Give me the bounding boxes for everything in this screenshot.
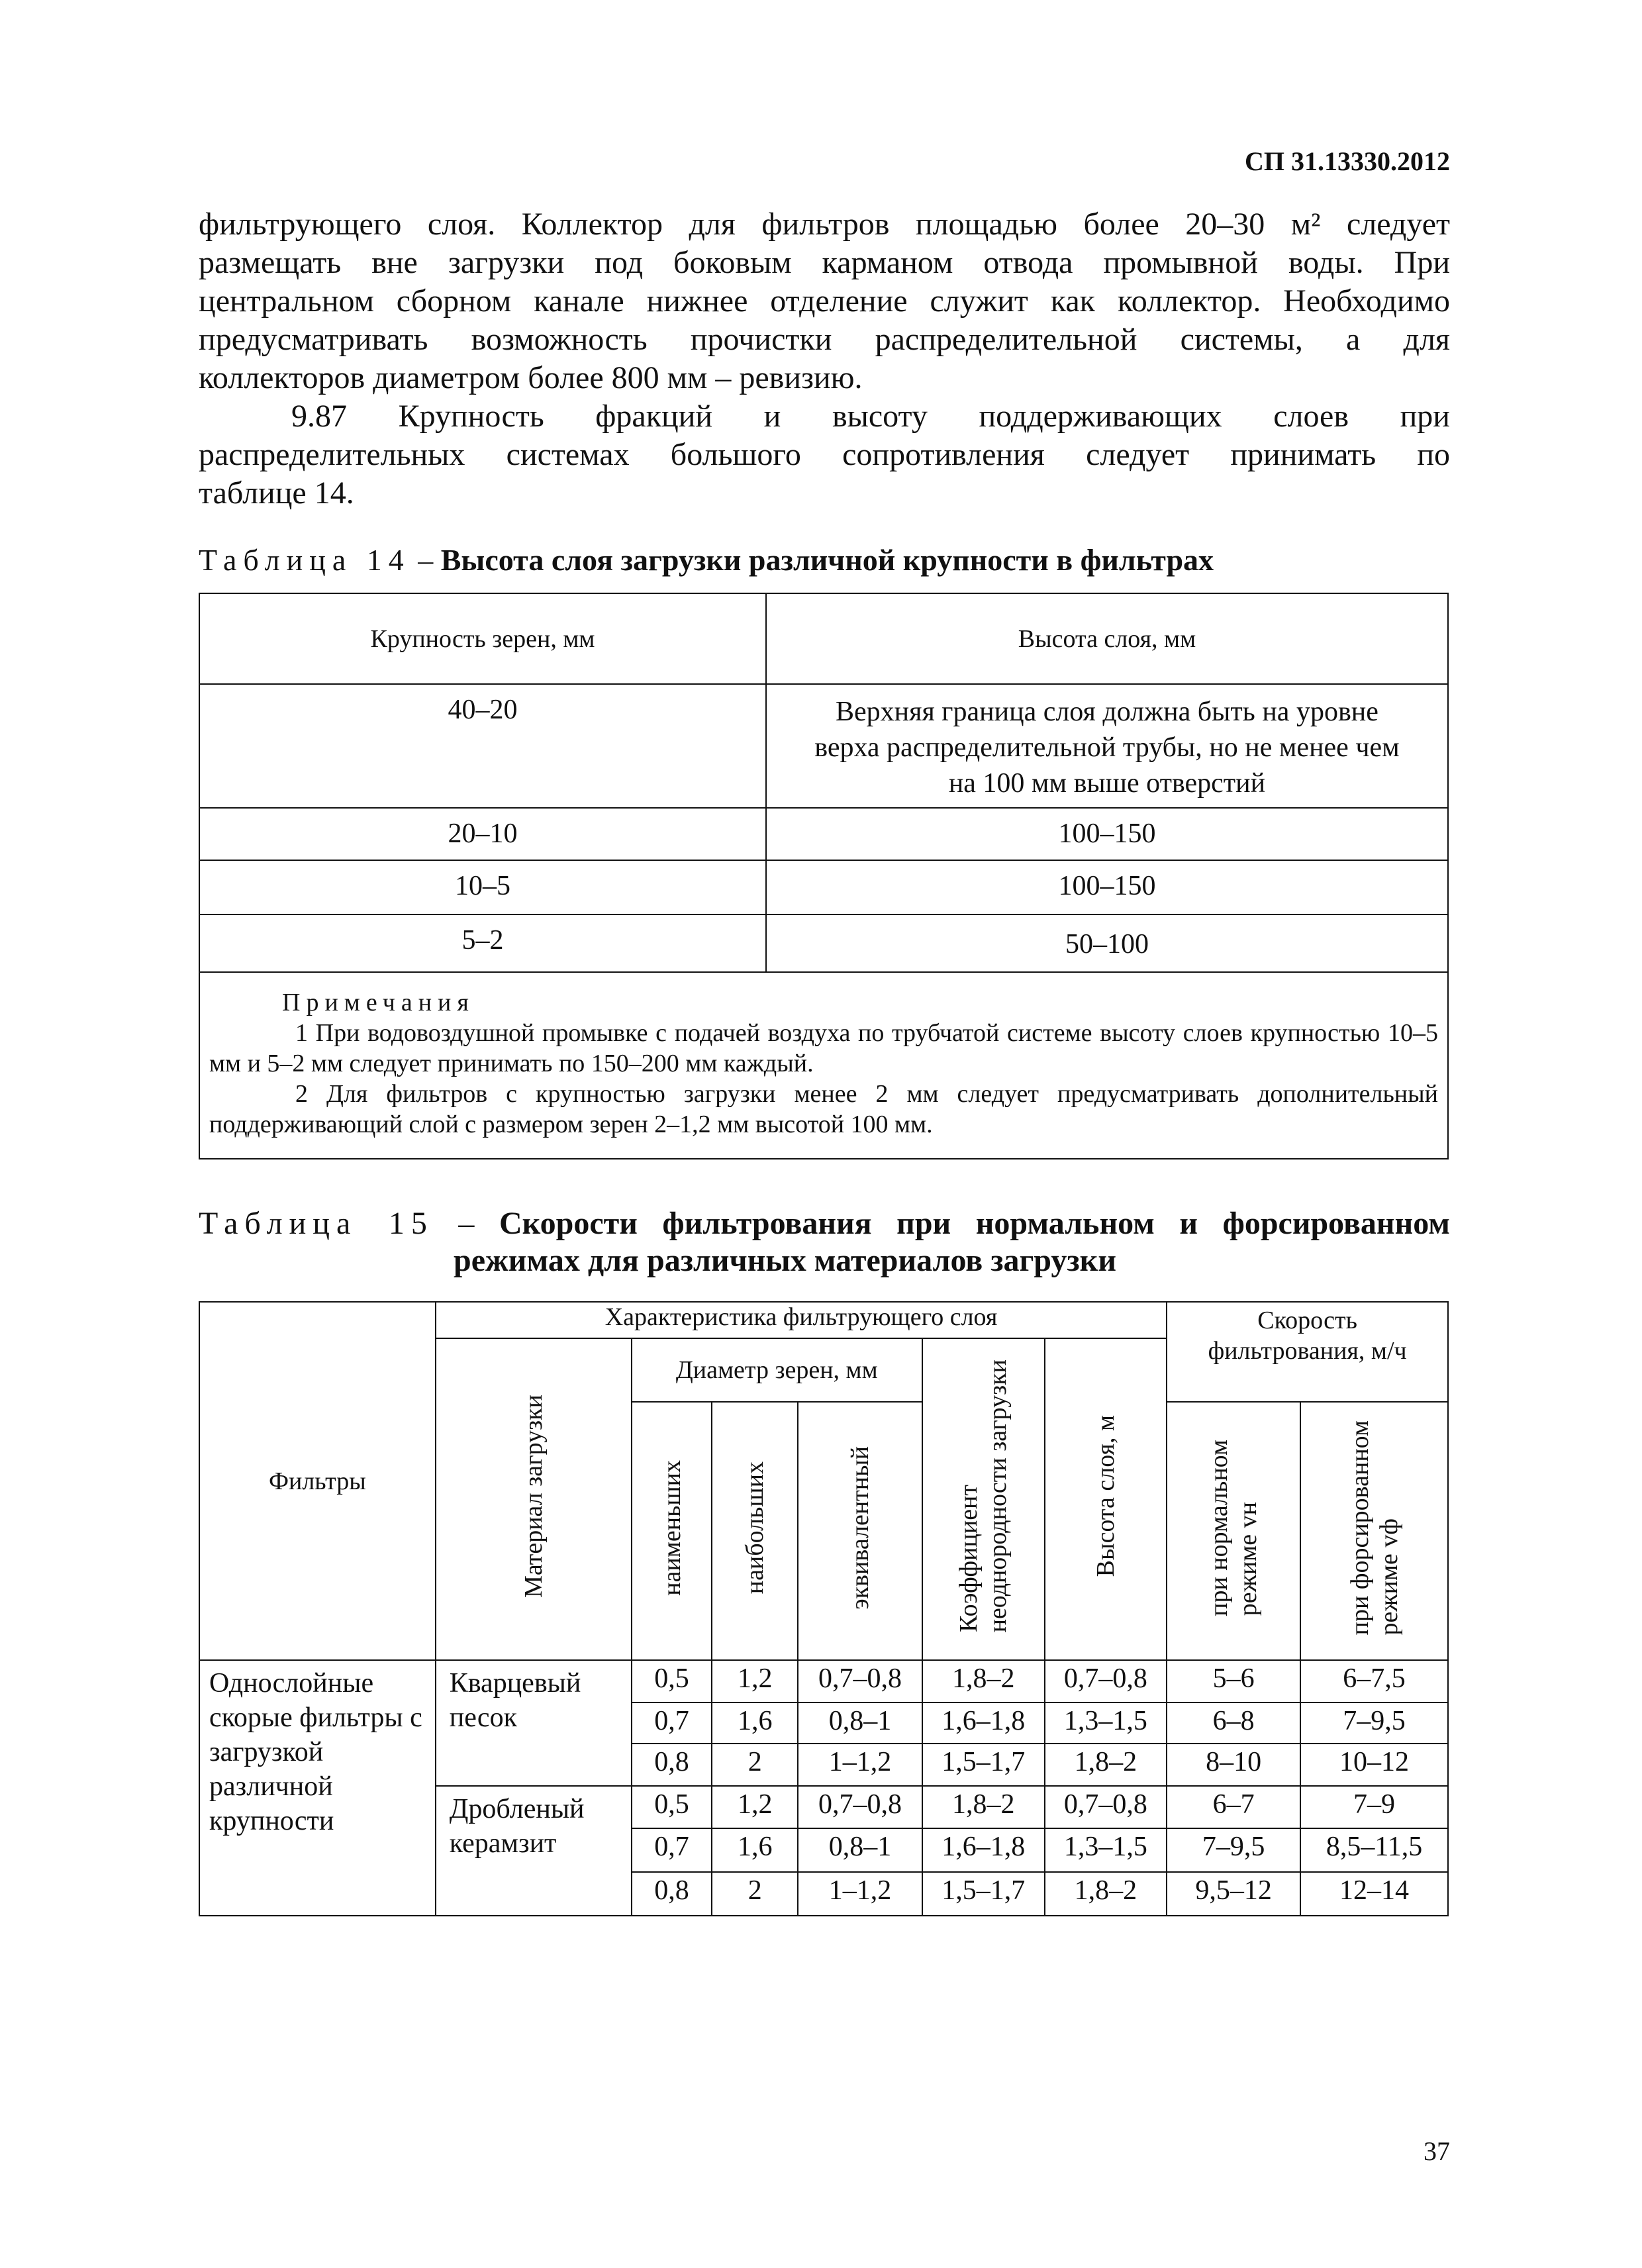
document-code: СП 31.13330.2012	[1245, 146, 1450, 176]
cell: 12–14	[1300, 1872, 1448, 1916]
header-coefficient-line2: неоднородности загрузки	[984, 1359, 1012, 1633]
caption-dash: –	[410, 543, 441, 577]
header-coefficient	[922, 1338, 1045, 1660]
table-row	[199, 1660, 1448, 1702]
header-forced-speed	[1300, 1402, 1448, 1660]
cell: 1,6	[712, 1828, 798, 1872]
paragraph-1	[199, 205, 1450, 397]
text-line: центральном сборном канале нижнее отделение служит как коллектор. Необходимо	[199, 283, 1450, 319]
cell: 1–1,2	[798, 1872, 922, 1916]
header-layer-height: Высота слоя, мм	[766, 593, 1448, 684]
cell: 0,7–0,8	[1045, 1660, 1167, 1702]
table14-notes-row	[199, 972, 1448, 1159]
header-normal-line1: при нормальном	[1205, 1439, 1233, 1616]
text-line: 9.87 Крупность фракций и высоту поддерживающих слоев при	[291, 399, 1450, 434]
table15-caption	[199, 1205, 1450, 1279]
cell: 7–9	[1300, 1786, 1448, 1828]
header-largest	[712, 1402, 798, 1660]
note-1: 1 При водовоздушной промывке с подачей воздуха по трубчатой системе высоту слоев крупностью 10–5 мм и 5–2 мм следует принимать по 150–200 мм каждый.	[209, 1019, 1438, 1077]
cell: 1,6	[712, 1702, 798, 1744]
header-material-text: Материал загрузки	[519, 1394, 548, 1598]
cell: 6–8	[1167, 1702, 1300, 1744]
cell: 1,6–1,8	[922, 1702, 1045, 1744]
cell: 0,5	[632, 1786, 712, 1828]
header-smallest-text: наименьших	[657, 1459, 686, 1596]
cell: 1,2	[712, 1786, 798, 1828]
text-line: распределительных системах большого сопротивления следует принимать по	[199, 437, 1450, 472]
cell-material: Кварцевый песок	[436, 1660, 632, 1786]
notes-title: Примечания	[282, 989, 475, 1016]
header-largest-text: наибольших	[741, 1461, 769, 1595]
cell: 0,7–0,8	[798, 1786, 922, 1828]
cell: 9,5–12	[1167, 1872, 1300, 1916]
header-layer-height	[1045, 1338, 1167, 1660]
header-normal-line2: режиме vн	[1234, 1502, 1263, 1616]
cell: 0,8–1	[798, 1828, 922, 1872]
header-filtration-speed: Скорость фильтрования, м/ч	[1167, 1302, 1448, 1402]
table15-caption-word: Таблица 15	[199, 1206, 434, 1241]
header-grain-diameter: Диаметр зерен, мм	[632, 1338, 922, 1402]
cell: 6–7,5	[1300, 1660, 1448, 1702]
text-line: фильтрующего слоя. Коллектор для фильтров площадью более 20–30 м² следует	[199, 207, 1450, 242]
cell: 2	[712, 1872, 798, 1916]
table14-caption	[199, 542, 1450, 579]
page-number: 37	[1424, 2136, 1450, 2166]
header-filters: Фильтры	[199, 1302, 436, 1660]
cell-size: 40–20	[199, 684, 766, 808]
text-line: коллекторов диаметром более 800 мм – ревизию.	[199, 360, 863, 395]
header-layer-characteristic: Характеристика фильтрующего слоя	[436, 1302, 1167, 1338]
text-line: размещать вне загрузки под боковым карманом отвода промывной воды. При	[199, 245, 1450, 280]
cell: 1,8–2	[1045, 1744, 1167, 1786]
cell: 7–9,5	[1300, 1702, 1448, 1744]
cell: 0,5	[632, 1660, 712, 1702]
table-row	[199, 684, 1448, 808]
table14-header-row	[199, 593, 1448, 684]
cell: 8,5–11,5	[1300, 1828, 1448, 1872]
cell-filter-name: Однослойные скорые фильтры с загрузкой различной крупности	[199, 1660, 436, 1916]
cell: 0,8	[632, 1872, 712, 1916]
table-row	[199, 914, 1448, 972]
header-coefficient-line1: Коэффициент	[955, 1485, 983, 1633]
header-forced-line1: при форсированном	[1345, 1420, 1374, 1636]
cell: 0,8	[632, 1744, 712, 1786]
table15-caption-line1	[199, 1205, 1450, 1242]
caption-dash: –	[433, 1206, 499, 1241]
header-equivalent-text: эквивалентный	[846, 1446, 875, 1610]
table-row	[199, 860, 1448, 914]
header-material	[436, 1338, 632, 1660]
cell: 1,3–1,5	[1045, 1702, 1167, 1744]
cell: 1,5–1,7	[922, 1744, 1045, 1786]
cell-size: 20–10	[199, 808, 766, 860]
cell: 1–1,2	[798, 1744, 922, 1786]
cell-height: 100–150	[766, 808, 1448, 860]
cell: 1,2	[712, 1660, 798, 1702]
cell: 6–7	[1167, 1786, 1300, 1828]
header-equivalent	[798, 1402, 922, 1660]
cell: 1,8–2	[1045, 1872, 1167, 1916]
header-smallest	[632, 1402, 712, 1660]
cell: 7–9,5	[1167, 1828, 1300, 1872]
table-15	[199, 1301, 1449, 1916]
cell: 0,7–0,8	[1045, 1786, 1167, 1828]
cell: 1,8–2	[922, 1786, 1045, 1828]
cell: 0,8–1	[798, 1702, 922, 1744]
cell-size: 10–5	[199, 860, 766, 914]
cell-height: 50–100	[766, 914, 1448, 972]
cell: 0,7–0,8	[798, 1660, 922, 1702]
cell: 10–12	[1300, 1744, 1448, 1786]
header-forced-line2: режиме vф	[1375, 1518, 1403, 1636]
cell: 2	[712, 1744, 798, 1786]
cell: 1,3–1,5	[1045, 1828, 1167, 1872]
paragraph-2	[199, 397, 1450, 513]
header-layer-height-text: Высота слоя, м	[1091, 1414, 1120, 1577]
table-14	[199, 593, 1449, 1159]
note-2: 2 Для фильтров с крупностью загрузки менее 2 мм следует предусматривать дополнительный поддерживающий слой с размером зерен 2–1,2 мм высотой 100 мм.	[209, 1080, 1438, 1138]
cell: 1,8–2	[922, 1660, 1045, 1702]
cell: 1,5–1,7	[922, 1872, 1045, 1916]
cell: 0,7	[632, 1702, 712, 1744]
header-grain-size: Крупность зерен, мм	[199, 593, 766, 684]
table14-notes	[199, 972, 1448, 1159]
cell-height: 100–150	[766, 860, 1448, 914]
cell-material: Дробленый керамзит	[436, 1786, 632, 1916]
text-line: предусматривать возможность прочистки распределительной системы, а для	[199, 322, 1450, 357]
text-line: таблице 14.	[199, 475, 354, 511]
cell: 1,6–1,8	[922, 1828, 1045, 1872]
cell-size: 5–2	[199, 914, 766, 972]
table-row	[199, 808, 1448, 860]
table14-caption-word: Таблица 14	[199, 543, 410, 577]
cell-height: Верхняя граница слоя должна быть на уровне верха распределительной трубы, но не менее чем на 100 мм выше отверстий	[766, 684, 1448, 808]
table14-caption-title: Высота слоя загрузки различной крупности в фильтрах	[440, 543, 1214, 577]
table15-caption-title: Скорости фильтрования при нормальном и форсированном	[499, 1206, 1451, 1241]
cell: 0,7	[632, 1828, 712, 1872]
table15-caption-line2: режимах для различных материалов загрузки	[454, 1243, 1116, 1278]
cell: 5–6	[1167, 1660, 1300, 1702]
header-normal-speed	[1167, 1402, 1300, 1660]
table15-header-row	[199, 1302, 1448, 1338]
cell: 8–10	[1167, 1744, 1300, 1786]
